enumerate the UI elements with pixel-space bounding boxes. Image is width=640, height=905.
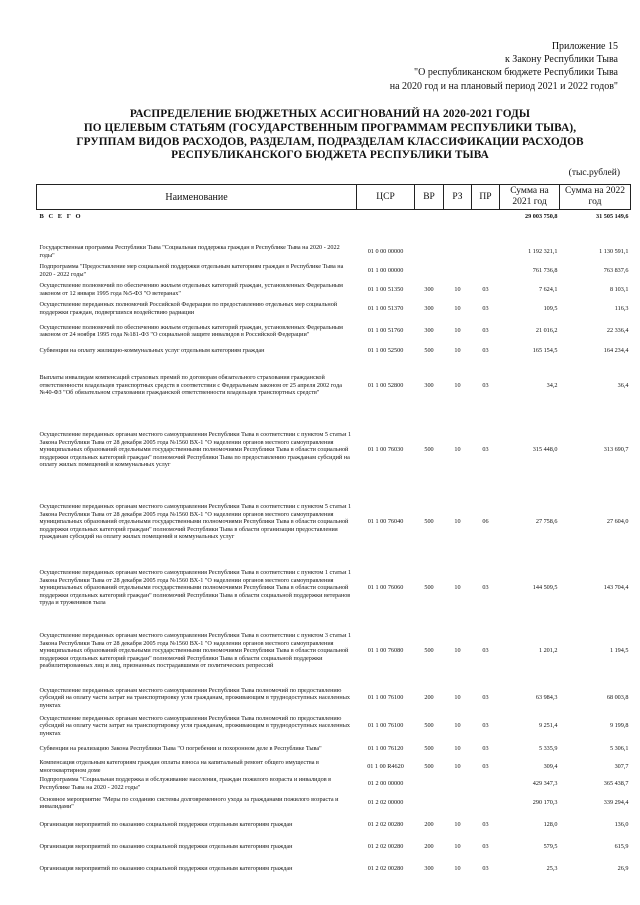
cell-2021: 29 003 750,8 [525, 213, 558, 221]
cell-2022 [560, 224, 631, 242]
cell-pr: 03 [482, 446, 489, 454]
cell-rz: 10 [454, 347, 461, 355]
table-row [37, 836, 631, 858]
table-row [37, 242, 631, 261]
cell-pr: 03 [482, 304, 489, 312]
cell-rz: 10 [454, 843, 461, 851]
cell-vr: 300 [424, 381, 434, 389]
cell-pr [472, 210, 500, 225]
cell-2021: 34,2 [546, 381, 558, 389]
cell-2022: 143 704,4 [603, 584, 629, 592]
budget-table [36, 184, 631, 880]
cell-2022: 26,9 [617, 865, 629, 873]
cell-pr [472, 242, 500, 261]
cell-vr [415, 775, 444, 792]
cell-2022: 365 438,7 [603, 779, 629, 787]
cell-pr: 03 [482, 285, 489, 293]
cell-2022: 22 336,4 [606, 327, 629, 335]
header-name: Наименование [37, 185, 357, 210]
cell-2022: 307,7 [614, 762, 629, 770]
cell-name: Основное мероприятие "Меры по созданию системы долговременного ухода за гражданами пожилого возраста и инвалидами" [39, 795, 339, 810]
cell-pr: 03 [482, 821, 489, 829]
table-row [37, 739, 631, 758]
cell-rz: 10 [454, 865, 461, 873]
header-2022: Сумма на 2022 год [560, 185, 631, 210]
cell-name: Компенсация отдельным категориям граждан оплаты взноса на капитальный ремонт общего имущества в многоквартирном доме [39, 759, 319, 774]
cell-csr: 01 1 00 51370 [367, 304, 404, 312]
cell-csr: 01 2 02 00280 [367, 865, 404, 873]
table-row [37, 775, 631, 792]
cell-pr: 03 [482, 865, 489, 873]
cell-rz: 10 [454, 694, 461, 702]
cell-2022: 136,0 [614, 821, 629, 829]
cell-name: Осуществление полномочий по обеспечению жильем отдельных категорий граждан, установленных Федеральным законом от 24 ноября 1995 года №181-ФЗ "О социальной защите инвалидов в Российской Федерации" [39, 323, 343, 338]
cell-pr: 03 [482, 327, 489, 335]
cell-vr [415, 261, 444, 280]
cell-rz: 10 [454, 722, 461, 730]
cell-2021: 761 736,8 [532, 266, 558, 274]
cell-2022: 615,9 [614, 843, 629, 851]
cell-pr: 03 [482, 347, 489, 355]
table-row [37, 261, 631, 280]
cell-2021: 579,5 [543, 843, 558, 851]
cell-csr: 01 1 00 76060 [367, 584, 404, 592]
cell-name: Субвенции на оплату жилищно-коммунальных услуг отдельным категориям граждан [39, 347, 265, 355]
cell-rz: 10 [454, 584, 461, 592]
cell-2022: 36,4 [617, 381, 629, 389]
cell-rz: 10 [454, 446, 461, 454]
cell-2021: 128,0 [543, 821, 558, 829]
cell-vr: 500 [424, 722, 434, 730]
cell-rz [444, 792, 472, 814]
cell-csr [357, 210, 415, 225]
cell-2022: 313 690,7 [603, 446, 629, 454]
header-pr: ПР [472, 185, 500, 210]
table-row [37, 358, 631, 413]
table-row [37, 318, 631, 344]
cell-vr: 500 [424, 744, 434, 752]
table-row [37, 758, 631, 775]
cell-vr: 200 [424, 843, 434, 851]
cell-csr: 01 2 02 00280 [367, 821, 404, 829]
cell-2022: 763 837,6 [603, 266, 629, 274]
cell-pr: 03 [482, 584, 489, 592]
cell-2022: 68 003,8 [606, 694, 629, 702]
cell-csr: 01 1 00 R4620 [367, 762, 404, 770]
cell-2021: 315 448,0 [532, 446, 558, 454]
cell-2021: 290 170,3 [532, 799, 558, 807]
cell-name: Организация мероприятий по оказанию социальной поддержки отдельным категориям граждан [39, 865, 293, 873]
cell-pr [472, 224, 500, 242]
cell-2022: 339 294,4 [603, 799, 629, 807]
table-row [37, 557, 631, 619]
cell-csr: 01 1 00 00000 [367, 266, 404, 274]
cell-name: Осуществление переданных органам местного самоуправления Республики Тыва в соответствии с пунктом 5 статьи 1 Закона Республики Тыва от 28 декабря 2005 года №1560 ВХ-1 "О наделении органов местного самоуправления муниципальных образований отдельными государственными полномочиями Республики Тыва в области социальной поддержки отдельных категорий граждан" полномочий Республики Тыва по предоставлению гражданам субсидий на оплату жилых помещений и коммунальных услуг [39, 431, 352, 469]
cell-2021: 429 347,3 [532, 779, 558, 787]
table-row [37, 299, 631, 318]
title-line: ПО ЦЕЛЕВЫМ СТАТЬЯМ (ГОСУДАРСТВЕННЫМ ПРОГРАММАМ РЕСПУБЛИКИ ТЫВА), [83, 121, 577, 134]
cell-name [37, 224, 357, 242]
cell-name: Осуществление переданных органам местного самоуправления Республики Тыва в соответствии с пунктом 5 статьи 1 Закона Республики Тыва от 28 декабря 2005 года №1560 ВХ-1 "О наделении органов местного самоуправления муниципальных образований отдельными государственными полномочиями Республики Тыва в области социальной поддержки отдельных категорий граждан" полномочий Республики Тыва в области организации предоставления гражданам субсидий на оплату жилых помещений и коммунальных услуг [39, 503, 352, 541]
cell-vr: 300 [424, 865, 434, 873]
cell-rz: 10 [454, 304, 461, 312]
cell-2022: 1 194,5 [609, 647, 629, 655]
cell-rz [444, 261, 472, 280]
cell-name: В С Е Г О [39, 213, 83, 221]
cell-vr: 500 [424, 647, 434, 655]
cell-vr: 300 [424, 285, 434, 293]
header-2021: Сумма на 2021 год [500, 185, 560, 210]
appendix-line: на 2020 год и на плановый период 2021 и 2022 годов" [389, 80, 618, 92]
cell-name: Осуществление переданных органам местного самоуправления Республики Тыва в соответствии с пунктом 3 статьи 1 Закона Республики Тыва от 28 декабря 2005 года №1560 ВХ-1 "О наделении органов местного самоуправления муниципальных образований отдельными государственными полномочиями Республики Тыва в области социальной поддержки отдельных категорий граждан" полномочий Республики Тыва в области социальной поддержки реабилитированных лиц и лиц, признанных пострадавшими от политических репрессий [39, 632, 352, 670]
cell-csr: 01 1 00 76120 [367, 744, 404, 752]
cell-2021: 109,5 [543, 304, 558, 312]
cell-2021: 25,3 [546, 865, 558, 873]
cell-2021: 63 984,3 [535, 694, 558, 702]
cell-2021: 7 624,1 [538, 285, 558, 293]
cell-rz: 10 [454, 744, 461, 752]
cell-2021: 165 154,5 [532, 347, 558, 355]
table-row [37, 858, 631, 880]
cell-csr: 01 1 00 76030 [367, 446, 404, 454]
cell-name: Подпрограмма "Предоставление мер социальной поддержки отдельным категориям граждан в Республике Тыва на 2020 - 2022 годы" [39, 263, 344, 278]
cell-pr [472, 792, 500, 814]
cell-csr: 01 2 02 00000 [367, 799, 404, 807]
cell-rz: 10 [454, 821, 461, 829]
table-row [37, 224, 631, 242]
cell-2021 [500, 224, 560, 242]
cell-name: Подпрограмма "Социальная поддержка и обслуживание населения, граждан пожилого возраста и инвалидов в Республике Тыва на 2020 - 2022 годы" [39, 776, 332, 791]
header-rz: РЗ [444, 185, 472, 210]
cell-rz: 10 [454, 285, 461, 293]
cell-pr: 03 [482, 722, 489, 730]
cell-2022: 1 130 591,1 [599, 247, 629, 255]
cell-2022: 8 103,1 [609, 285, 629, 293]
table-row [37, 210, 631, 225]
cell-vr: 500 [424, 446, 434, 454]
cell-pr: 03 [482, 843, 489, 851]
appendix-line: к Закону Республики Тыва [504, 54, 618, 66]
cell-csr: 01 2 00 00000 [367, 779, 404, 787]
cell-pr: 03 [482, 381, 489, 389]
cell-csr: 01 1 00 76080 [367, 647, 404, 655]
appendix-line: "О республиканском бюджете Республики Тыва [414, 67, 618, 79]
cell-vr: 500 [424, 584, 434, 592]
cell-vr: 500 [424, 518, 434, 526]
cell-vr: 300 [424, 327, 434, 335]
cell-rz: 10 [454, 647, 461, 655]
cell-vr [415, 242, 444, 261]
cell-2022: 9 199,8 [609, 722, 629, 730]
cell-name: Осуществление переданных органам местного самоуправления Республики Тыва полномочий по предоставлению субсидий на оплату части затрат на транспортировку угля гражданам, проживающим в труднодоступных населенных пунктах [39, 686, 350, 709]
cell-pr: 03 [482, 744, 489, 752]
title-line: РАСПРЕДЕЛЕНИЕ БЮДЖЕТНЫХ АССИГНОВАНИЙ НА 2020-2021 ГОДЫ [129, 108, 531, 120]
table-header-row [37, 185, 631, 210]
cell-2022: 116,3 [614, 304, 629, 312]
cell-pr: 03 [482, 694, 489, 702]
cell-name: Осуществление переданных органам местного самоуправления Республики Тыва полномочий по предоставлению субсидий на оплату части затрат на транспортировку угля гражданам, проживающим в труднодоступных населенных пунктах [39, 714, 350, 737]
table-row [37, 487, 631, 557]
cell-2021: 1 201,2 [538, 647, 558, 655]
cell-vr [415, 792, 444, 814]
title-line: ГРУППАМ ВИДОВ РАСХОДОВ, РАЗДЕЛАМ, ПОДРАЗДЕЛАМ КЛАССИФИКАЦИИ РАСХОДОВ [76, 135, 584, 148]
cell-name: Организация мероприятий по оказанию социальной поддержки отдельным категориям граждан [39, 843, 293, 851]
cell-2021: 5 335,9 [538, 744, 558, 752]
cell-csr: 01 1 00 51350 [367, 285, 404, 293]
cell-2021: 9 251,4 [538, 722, 558, 730]
cell-vr: 200 [424, 694, 434, 702]
table-row [37, 683, 631, 713]
cell-rz: 10 [454, 381, 461, 389]
cell-csr: 01 0 00 00000 [367, 247, 404, 255]
cell-rz: 10 [454, 327, 461, 335]
cell-name: Осуществление переданных полномочий Российской Федерации по предоставлению отдельных мер социальной поддержки граждан, подвергшихся воздействию радиации [39, 301, 338, 316]
cell-csr: 01 1 00 52800 [367, 381, 404, 389]
cell-name: Государственная программа Республики Тыва "Социальная поддержка граждан в Республике Тыва на 2020 - 2022 годы" [39, 244, 340, 259]
cell-pr: 03 [482, 647, 489, 655]
cell-csr: 01 1 00 52500 [367, 347, 404, 355]
cell-2022: 164 234,4 [603, 347, 629, 355]
table-row [37, 814, 631, 836]
cell-csr: 01 1 00 76040 [367, 518, 404, 526]
cell-vr: 300 [424, 304, 434, 312]
cell-2021: 309,4 [543, 762, 558, 770]
cell-name: Осуществление переданных органам местного самоуправления Республики Тыва в соответствии с пунктом 1 статьи 1 Закона Республики Тыва от 28 декабря 2005 года №1560 ВХ-1 "О наделении органов местного самоуправления муниципальных образований отдельными государственными полномочиями Республики Тыва в области социальной поддержки отдельных категорий граждан" полномочий Республики Тыва в области социальной поддержки ветеранов труда и тружеников тыла [39, 569, 352, 607]
cell-2022: 5 306,1 [609, 744, 629, 752]
cell-vr: 200 [424, 821, 434, 829]
cell-2021: 27 758,6 [535, 518, 558, 526]
cell-name: Организация мероприятий по оказанию социальной поддержки отдельным категориям граждан [39, 821, 293, 829]
cell-2021: 144 509,5 [532, 584, 558, 592]
table-row [37, 619, 631, 683]
cell-2022: 27 604,0 [606, 518, 629, 526]
cell-2022: 31 505 149,6 [596, 213, 629, 221]
cell-csr: 01 1 00 51760 [367, 327, 404, 335]
cell-vr: 500 [424, 347, 434, 355]
table-body [37, 210, 631, 881]
cell-name: Субвенции на реализацию Закона Республики Тыва "О погребении и похоронном деле в Республике Тыва" [39, 744, 322, 752]
cell-pr: 06 [482, 518, 489, 526]
cell-rz: 10 [454, 518, 461, 526]
cell-rz [444, 210, 472, 225]
units-label: (тыс.рублей) [568, 168, 620, 178]
cell-name: Выплаты инвалидам компенсаций страховых премий по договорам обязательного страхования гражданской ответственности владельцев транспортных средств в соответствии с Федеральным законом от 25 апреля 2002 года №40-ФЗ "Об обязательном страховании гражданской ответственности владельцев транспортных средств" [39, 374, 342, 397]
table-row [37, 413, 631, 487]
cell-rz [444, 224, 472, 242]
cell-2021: 21 016,2 [535, 327, 558, 335]
table-row [37, 280, 631, 299]
header-csr: ЦСР [357, 185, 415, 210]
cell-vr: 500 [424, 762, 434, 770]
cell-vr [415, 224, 444, 242]
table-row [37, 792, 631, 814]
table-row [37, 713, 631, 739]
cell-rz [444, 242, 472, 261]
header-vr: ВР [415, 185, 444, 210]
cell-2021: 1 192 321,1 [528, 247, 558, 255]
cell-rz [444, 775, 472, 792]
cell-name: Осуществление полномочий по обеспечению жильем отдельных категорий граждан, установленных Федеральным законом от 12 января 1995 года №5-ФЗ "О ветеранах" [39, 282, 343, 297]
cell-pr [472, 261, 500, 280]
cell-pr [472, 775, 500, 792]
title-line: РЕСПУБЛИКАНСКОГО БЮДЖЕТА РЕСПУБЛИКИ ТЫВА [171, 149, 489, 162]
cell-vr [415, 210, 444, 225]
cell-rz: 10 [454, 762, 461, 770]
table-row [37, 344, 631, 358]
cell-csr: 01 1 00 76100 [367, 694, 404, 702]
cell-csr: 01 1 00 76100 [367, 722, 404, 730]
document-title [40, 108, 620, 163]
appendix-line: Приложение 15 [551, 41, 618, 52]
appendix-header [258, 40, 618, 93]
cell-csr: 01 2 02 00280 [367, 843, 404, 851]
cell-csr [357, 224, 415, 242]
cell-pr: 03 [482, 762, 489, 770]
